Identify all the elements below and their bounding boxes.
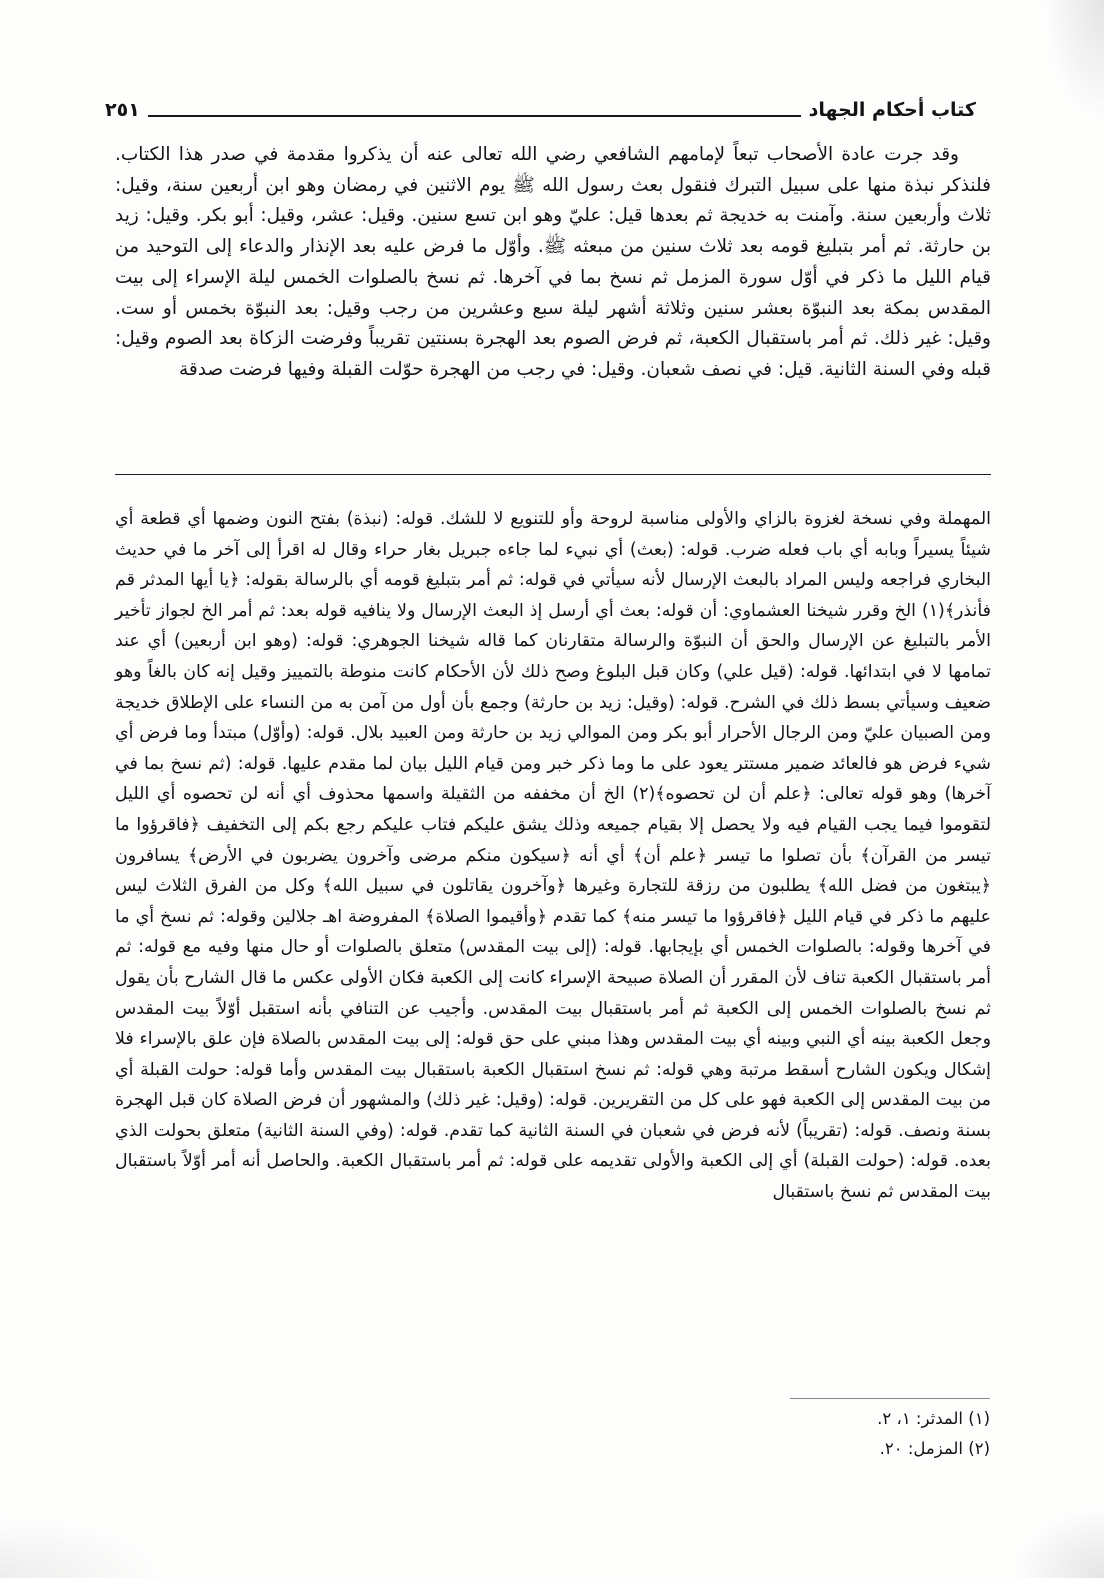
main-commentary-divider — [115, 474, 991, 475]
main-text-block — [115, 140, 991, 386]
commentary-block — [115, 504, 991, 1208]
scan-shadow — [1044, 0, 1104, 120]
footnote-divider — [790, 1398, 990, 1399]
header-rule — [148, 115, 801, 117]
scan-shadow — [0, 1518, 160, 1578]
footnote-item: (١) المدثر: ١، ٢. — [877, 1409, 990, 1428]
commentary-paragraph: المهملة وفي نسخة لغزوة بالزاي والأولى مناسبة لروحة وأو للتنويع لا للشك. قوله: (نبذة) بفتح النون وضمها أي قطعة أي شيئاً يسيراً وبابه أي باب فعله ضرب. قوله: (بعث) أي نبيء لما جاءه جبريل بغار حراء وقال له اقرأ إلى آخر ما في حديث البخاري فراجعه وليس المراد بالبعث الإرسال لأنه سيأتي في قوله: ثم أمر بتبليغ قومه أي بالرسالة بقوله: ﴿يا أيها المدثر قم فأنذر﴾(١) الخ وقرر شيخنا العشماوي: أن قوله: بعث أي أرسل إذ البعث الإرسال ولا ينافيه قوله بعد: ثم أمر الخ لجواز تأخير الأمر بالتبليغ عن الإرسال والحق أن النبوّة والرسالة متقارنان كما قاله شيخنا الجوهري: قوله: (وهو ابن أربعين) أي عند تمامها لا في ابتدائها. قوله: (قيل علي) وكان قبل البلوغ وصح ذلك لأن الأحكام كانت منوطة بالتمييز وقيل إنه كان بالغاً وهو ضعيف وسيأتي بسط ذلك في الشرح. قوله: (وقيل: زيد بن حارثة) وجمع بأن أول من آمن به من النساء على الإطلاق خديجة ومن الصبيان عليّ ومن الرجال الأحرار أبو بكر ومن الموالي زيد بن حارثة ومن العبيد بلال. قوله: (وأوّل) مبتدأ وما فرض أي شيء فرض هو فالعائد ضمير مستتر يعود على ما وما ذكر خبر ومن قيام الليل بيان لما مقدم عليها. قوله: (ثم نسخ بما في آخرها) وهو قوله تعالى: ﴿علم أن لن تحصوه﴾(٢) الخ أن مخففه من الثقيلة واسمها محذوف أي أنه لن تحصوه أي الليل لتقوموا فيما يجب القيام فيه ولا يحصل إلا بقيام جميعه وذلك يشق عليكم فتاب عليكم رجع بكم إلى التخفيف ﴿فاقرؤوا ما تيسر من القرآن﴾ بأن تصلوا ما تيسر ﴿علم أن﴾ أي أنه ﴿سيكون منكم مرضى وآخرون يضربون في الأرض﴾ يسافرون ﴿يبتغون من فضل الله﴾ يطلبون من رزقة للتجارة وغيرها ﴿وآخرون يقاتلون في سبيل الله﴾ وكل من الفرق الثلاث ليس عليهم ما ذكر في قيام الليل ﴿فاقرؤوا ما تيسر منه﴾ كما تقدم ﴿وأقيموا الصلاة﴾ المفروضة اهـ جلالين وقوله: ثم نسخ أي ما في آخرها وقوله: بالصلوات الخمس أي بإيجابها. قوله: (إلى بيت المقدس) متعلق بالصلوات أو حال منها وفيه مع قوله: ثم أمر باستقبال الكعبة تناف لأن المقرر أن الصلاة صبيحة الإسراء كانت إلى الكعبة فكان الأولى عكس ما قال الشارح بأن يقول ثم نسخ بالصلوات الخمس إلى الكعبة ثم أمر باستقبال بيت المقدس. وأجيب عن التنافي بأنه استقبل أوّلاً بيت المقدس وجعل الكعبة بينه أي النبي وبينه أي بيت المقدس وهذا مبني على حق قوله: إلى بيت المقدس بالصلاة فإن علق بالإسراء فلا إشكال ويكون الشارح أسقط مرتبة وهي قوله: ثم نسخ استقبال الكعبة باستقبال بيت المقدس وأما قوله: حولت القبلة أي من بيت المقدس إلى الكعبة فهو على كل من التقريرين. قوله: (وقيل: غير ذلك) والمشهور أن فرض الصلاة كان قبل الهجرة بسنة ونصف. قوله: (تقريباً) لأنه فرض في شعبان في السنة الثانية كما تقدم. قوله: (وفي السنة الثانية) متعلق بحولت الذي بعده. قوله: (حولت القبلة) أي إلى الكعبة والأولى تقديمه على قوله: ثم أمر باستقبال الكعبة. والحاصل أنه أمر أوّلاً باستقبال بيت المقدس ثم نسخ باستقبال — [115, 509, 991, 1203]
running-header — [105, 92, 976, 122]
book-title: كتاب أحكام الجهاد — [808, 99, 976, 121]
footnotes — [600, 1404, 990, 1464]
page-number: ٢٥١ — [105, 99, 140, 121]
footnote-item: (٢) المزمل: ٢٠. — [879, 1439, 990, 1458]
main-paragraph: وقد جرت عادة الأصحاب تبعاً لإمامهم الشافعي رضي الله تعالى عنه أن يذكروا مقدمة في صدر هذا الكتاب. فلنذكر نبذة منها على سبيل التبرك فنقول بعث رسول الله ﷺ يوم الاثنين في رمضان وهو ابن أربعين سنة، وقيل: ثلاث وأربعين سنة. وآمنت به خديجة ثم بعدها قيل: عليّ وهو ابن تسع سنين. وقيل: عشر، وقيل: أبو بكر. وقيل: زيد بن حارثة. ثم أمر بتبليغ قومه بعد ثلاث سنين من مبعثه ﷺ. وأوّل ما فرض عليه بعد الإنذار والدعاء إلى التوحيد من قيام الليل ما ذكر في أوّل سورة المزمل ثم نسخ بما في آخرها. ثم نسخ بالصلوات الخمس ليلة الإسراء إلى بيت المقدس بمكة بعد النبوّة بعشر سنين وثلاثة أشهر ليلة سبع وعشرين من رجب وقيل: بعد النبوّة بخمس أو ست. وقيل: غير ذلك. ثم أمر باستقبال الكعبة، ثم فرض الصوم بعد الهجرة بسنتين تقريباً وفرضت الزكاة بعد الصوم وقيل: قبله وفي السنة الثانية. قيل: في نصف شعبان. وقيل: في رجب من الهجرة حوّلت القبلة وفيها فرضت صدقة — [115, 144, 991, 380]
scan-shadow — [1014, 1508, 1104, 1578]
